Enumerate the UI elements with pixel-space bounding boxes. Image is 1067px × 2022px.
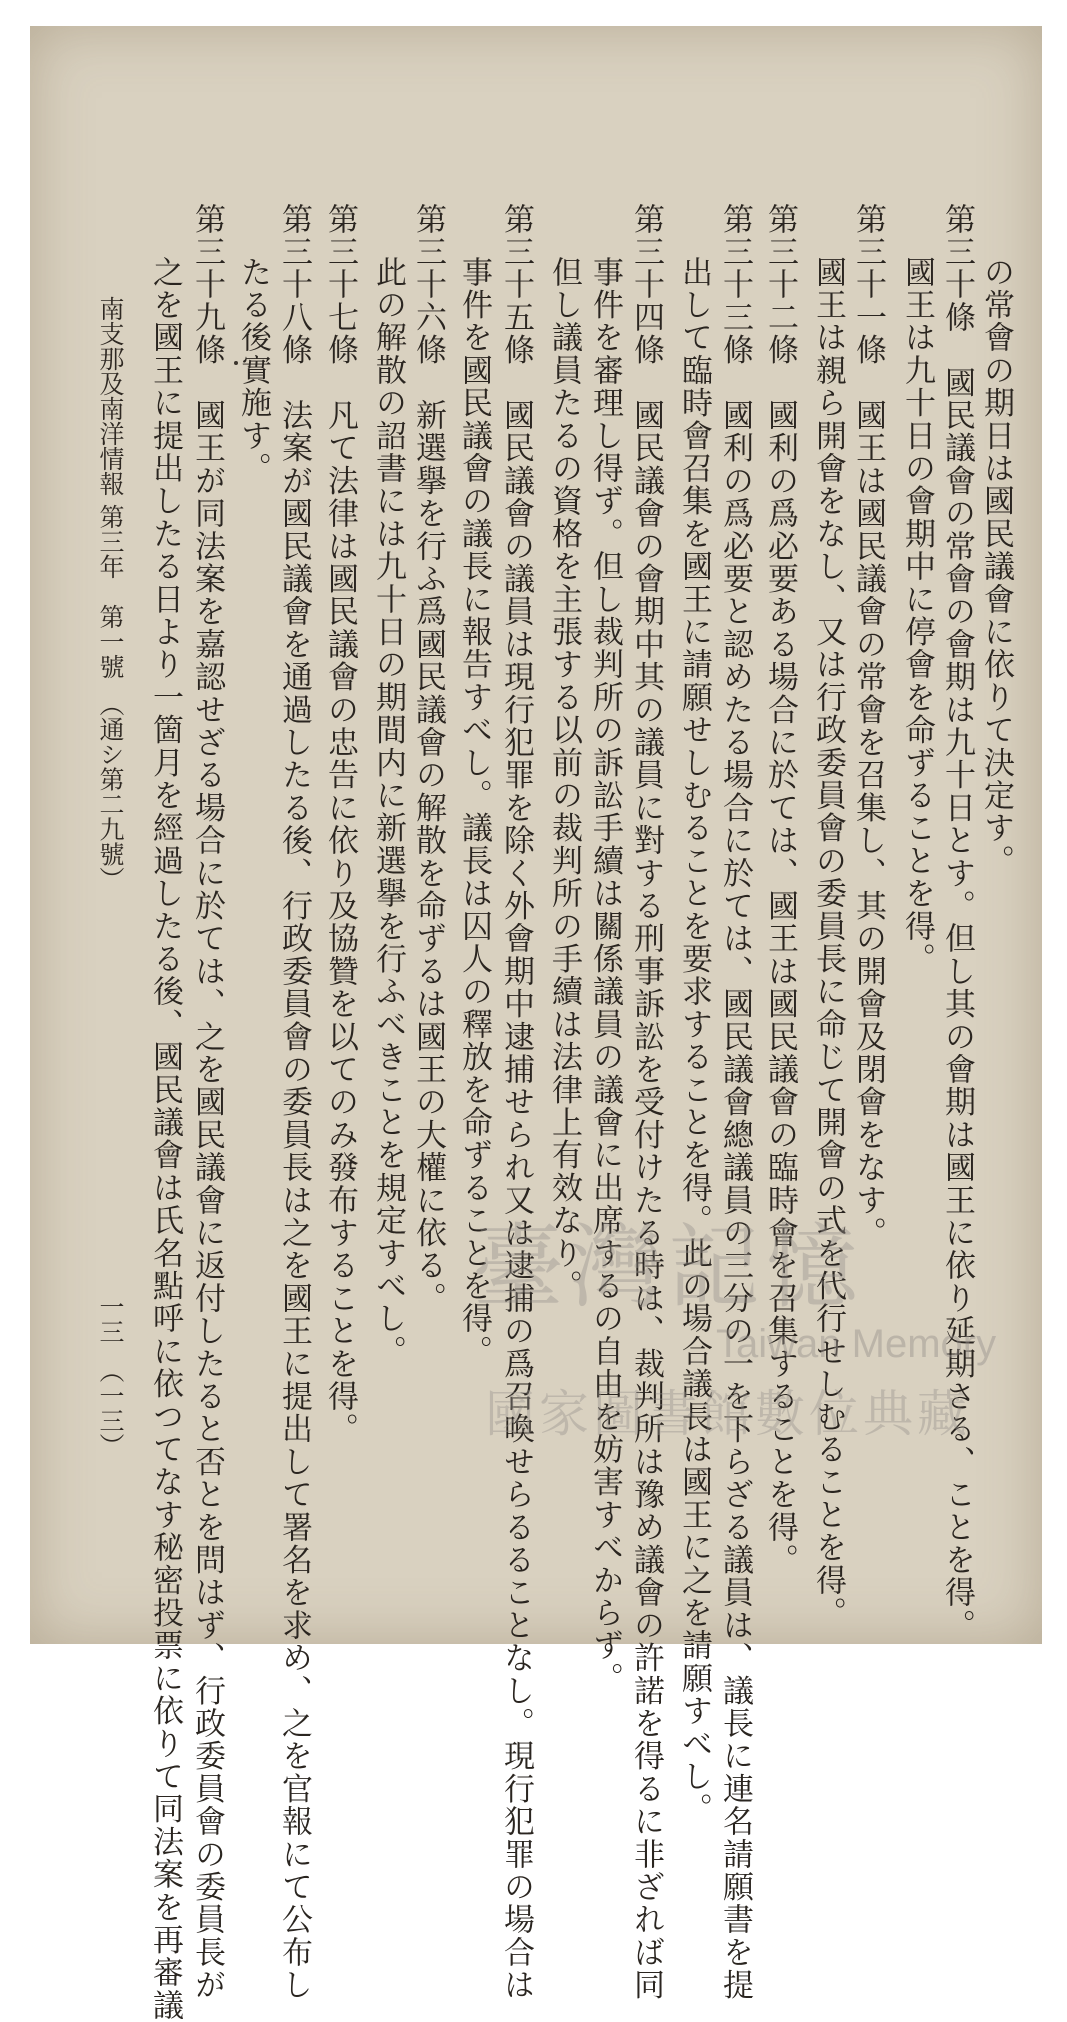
text-column-14: 第三十六條 新選擧を行ふ爲國民議會の解散を命ずるは國王の大權に依る。 bbox=[410, 203, 446, 1315]
text-column-15: 此の解散の詔書には九十日の期間内に新選擧を行ふべきことを規定すべし。 bbox=[370, 256, 406, 1368]
issue-number: 第三年 第一號 （通シ第二九號） bbox=[96, 504, 125, 892]
text-column-7: 第三十三條 國利の爲必要と認めたる場合に於ては、國民議會總議員の三分の一を下らざる議員は、議長に連名請願書を提 bbox=[717, 203, 753, 2002]
watermark-english: Taiwan Memory bbox=[716, 1322, 997, 1366]
page-number-parenthesized: （一三） bbox=[96, 1358, 125, 1458]
watermark-logo: 臺灣記憶 bbox=[472, 1214, 865, 1321]
text-column-16: 第三十七條 凡て法律は國民議會の忠告に依り及協贊を以てのみ發布することを得。 bbox=[322, 203, 358, 1446]
text-column-17: 第三十八條 法案が國民議會を通過したる後、行政委員會の委員長は之を國王に提出して署名を求め、之を官報にて公布し bbox=[276, 203, 312, 2002]
text-column-10: 事件を審理し得ず。但し裁判所の訴訟手續は關係議員の議會に出席するの自由を妨害すべからず。 bbox=[587, 256, 623, 1695]
text-column-19: 第三十九條 國王が同法案を嘉認せざる場合に於ては、之を國民議會に返付したると否とを問はず、行政委員會の委員長が bbox=[189, 203, 225, 2002]
text-column-5: 國王は親ら開會をなし、又は行政委員會の委員長に命じて開會の式を代行せしむることを得。 bbox=[810, 256, 846, 1630]
page-number: 一三 bbox=[96, 1294, 125, 1344]
text-column-9: 第三十四條 國民議會の會期中其の議員に對する刑事訴訟を受付けたる時は、裁判所は豫め議會の許諾を得るに非ざれば同 bbox=[628, 203, 664, 2002]
text-column-3: 國王は九十日の會期中に停會を命ずることを得。 bbox=[899, 256, 935, 976]
text-column-20: 之を國王に提出したる日より一箇月を經過したる後、國民議會は氏名點呼に依つてなす秘密投票に依りて同法案を再審議 bbox=[147, 256, 183, 2022]
text-column-6: 第三十二條 國利の爲必要ある場合に於ては、國王は國民議會の臨時會を召集することを得。 bbox=[762, 203, 798, 1577]
text-column-18: たる後實施す。 bbox=[235, 256, 271, 485]
text-column-13: 事件を國民議會の議長に報告すべし。議長は囚人の釋放を命ずることを得。 bbox=[456, 256, 492, 1368]
publication-title: 南支那及南洋情報 bbox=[96, 296, 125, 496]
document-page bbox=[30, 26, 1042, 2022]
text-column-4: 第三十一條 國王は國民議會の常會を召集し、其の開會及閉會をなす。 bbox=[850, 203, 886, 1250]
text-column-11: 但し議員たるの資格を主張する以前の裁判所の手續は法律上有效なり。 bbox=[546, 256, 582, 1303]
text-column-1: の常會の期日は國民議會に依りて決定す。 bbox=[978, 256, 1014, 878]
text-column-2: 第三十條 國民議會の常會の會期は九十日とす。但し其の會期は國王に依り延期さる、ことを得。 bbox=[939, 203, 975, 1642]
watermark-library: 國家圖書館數位典藏 bbox=[485, 1386, 971, 1442]
text-column-12: 第三十五條 國民議會の議員は現行犯罪を除く外會期中逮捕せられ又は逮捕の爲召喚せらるることなし。現行犯罪の場合は bbox=[498, 203, 534, 2002]
text-column-8: 出して臨時會召集を國王に請願せしむることを要求することを得。此の場合議長は國王に之を請願すべし。 bbox=[676, 256, 712, 1826]
